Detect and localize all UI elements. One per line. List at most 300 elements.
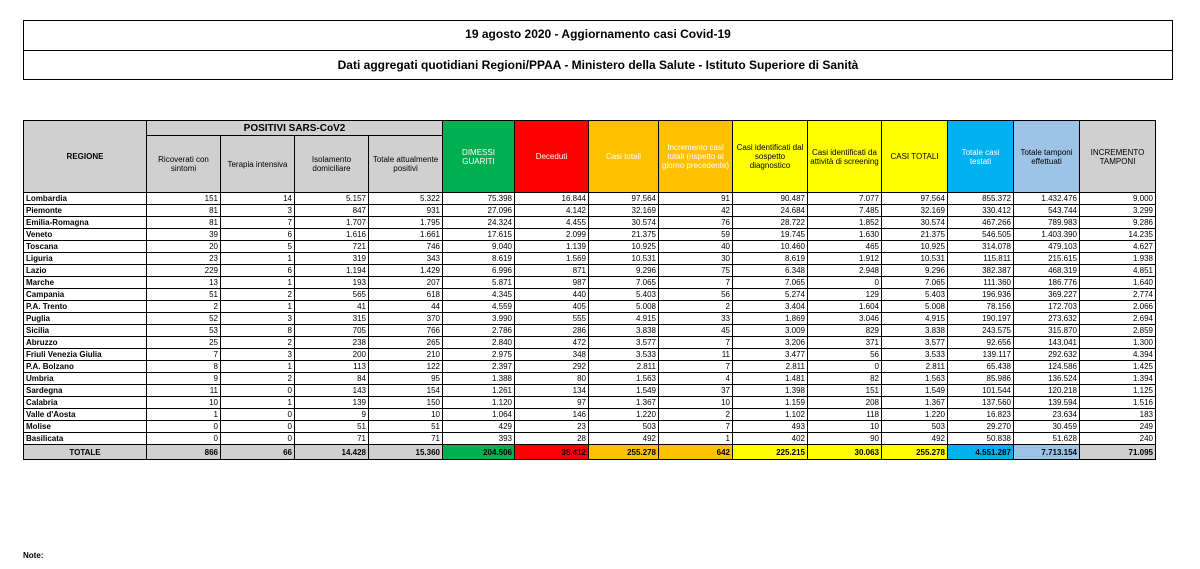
- table-cell: 1.220: [882, 409, 948, 421]
- table-cell: 492: [589, 433, 659, 445]
- table-cell: 3.299: [1080, 205, 1156, 217]
- table-cell: 5.322: [369, 193, 443, 205]
- table-cell: 4: [659, 373, 733, 385]
- table-cell: 1.630: [808, 229, 882, 241]
- table-cell: 2.859: [1080, 325, 1156, 337]
- covid-data-table: [23, 120, 1156, 460]
- table-cell: 1.425: [1080, 361, 1156, 373]
- table-cell: 151: [808, 385, 882, 397]
- table-cell: 85.986: [948, 373, 1014, 385]
- region-name: Puglia: [24, 313, 147, 325]
- table-cell: 8: [221, 325, 295, 337]
- table-cell: 255.278: [589, 445, 659, 460]
- table-cell: 319: [295, 253, 369, 265]
- table-cell: 27.096: [443, 205, 515, 217]
- table-cell: 405: [515, 301, 589, 313]
- table-cell: 2.786: [443, 325, 515, 337]
- total-row: [24, 445, 1156, 460]
- table-cell: 255.278: [882, 445, 948, 460]
- table-cell: 1.707: [295, 217, 369, 229]
- table-cell: 10.531: [882, 253, 948, 265]
- table-cell: 2.948: [808, 265, 882, 277]
- table-cell: 4.455: [515, 217, 589, 229]
- table-cell: 41: [295, 301, 369, 313]
- table-cell: 3.404: [733, 301, 808, 313]
- table-cell: 3.577: [589, 337, 659, 349]
- table-cell: 2.066: [1080, 301, 1156, 313]
- table-cell: 1.194: [295, 265, 369, 277]
- table-cell: 81: [147, 217, 221, 229]
- table-cell: 440: [515, 289, 589, 301]
- table-cell: 32.169: [882, 205, 948, 217]
- table-cell: 370: [369, 313, 443, 325]
- table-cell: 2.840: [443, 337, 515, 349]
- table-cell: 1.481: [733, 373, 808, 385]
- table-cell: 467.266: [948, 217, 1014, 229]
- table-cell: 10.925: [882, 241, 948, 253]
- table-row: [24, 397, 1156, 409]
- table-cell: 330.412: [948, 205, 1014, 217]
- table-cell: 14.428: [295, 445, 369, 460]
- table-cell: 137.560: [948, 397, 1014, 409]
- table-cell: 493: [733, 421, 808, 433]
- table-row: [24, 265, 1156, 277]
- table-cell: 1.125: [1080, 385, 1156, 397]
- table-cell: 1.398: [733, 385, 808, 397]
- col-header-sospetto-diagnostico: Casi identificati dal sospetto diagnostico: [733, 121, 808, 193]
- table-cell: 1.616: [295, 229, 369, 241]
- table-cell: 7.065: [882, 277, 948, 289]
- table-cell: 59: [659, 229, 733, 241]
- table-cell: 7.065: [733, 277, 808, 289]
- col-header-terapia-intensiva: Terapia intensiva: [221, 136, 295, 193]
- table-cell: 172.703: [1014, 301, 1080, 313]
- region-name: Valle d'Aosta: [24, 409, 147, 421]
- table-cell: 1.640: [1080, 277, 1156, 289]
- table-cell: 2.975: [443, 349, 515, 361]
- table-cell: 465: [808, 241, 882, 253]
- table-cell: 23: [147, 253, 221, 265]
- col-header-incremento-casi: Incremento casi totali (rispetto al giorno precedente): [659, 121, 733, 193]
- table-cell: 1: [659, 433, 733, 445]
- region-name: Lombardia: [24, 193, 147, 205]
- table-cell: 25: [147, 337, 221, 349]
- table-cell: 51.628: [1014, 433, 1080, 445]
- table-cell: 183: [1080, 409, 1156, 421]
- region-name: Sicilia: [24, 325, 147, 337]
- table-row: [24, 277, 1156, 289]
- table-cell: 23.634: [1014, 409, 1080, 421]
- table-cell: 1.403.390: [1014, 229, 1080, 241]
- table-cell: 286: [515, 325, 589, 337]
- region-name: Lazio: [24, 265, 147, 277]
- table-cell: 555: [515, 313, 589, 325]
- table-cell: 97: [515, 397, 589, 409]
- table-cell: 2.811: [882, 361, 948, 373]
- table-cell: 1.869: [733, 313, 808, 325]
- table-cell: 10.460: [733, 241, 808, 253]
- region-name: Calabria: [24, 397, 147, 409]
- table-cell: 150: [369, 397, 443, 409]
- table-row: [24, 205, 1156, 217]
- table-cell: 479.103: [1014, 241, 1080, 253]
- table-row: [24, 373, 1156, 385]
- table-cell: 190.197: [948, 313, 1014, 325]
- region-name: Marche: [24, 277, 147, 289]
- table-cell: 3.206: [733, 337, 808, 349]
- table-cell: 30.459: [1014, 421, 1080, 433]
- col-header-dimessi: DIMESSI GUARITI: [443, 121, 515, 193]
- table-cell: 642: [659, 445, 733, 460]
- table-cell: 7: [659, 337, 733, 349]
- table-cell: 50.838: [948, 433, 1014, 445]
- region-name: Abruzzo: [24, 337, 147, 349]
- table-cell: 75.398: [443, 193, 515, 205]
- table-cell: 20: [147, 241, 221, 253]
- table-cell: 1: [147, 409, 221, 421]
- note-label: Note:: [23, 551, 44, 560]
- table-cell: 196.936: [948, 289, 1014, 301]
- table-cell: 0: [808, 277, 882, 289]
- table-cell: 2.811: [733, 361, 808, 373]
- table-cell: 90.487: [733, 193, 808, 205]
- table-cell: 120.218: [1014, 385, 1080, 397]
- table-cell: 139: [295, 397, 369, 409]
- table-row: [24, 409, 1156, 421]
- table-cell: 52: [147, 313, 221, 325]
- table-cell: 5: [221, 241, 295, 253]
- table-cell: 7: [221, 217, 295, 229]
- table-cell: 5.274: [733, 289, 808, 301]
- table-cell: 210: [369, 349, 443, 361]
- table-cell: 1.139: [515, 241, 589, 253]
- table-cell: 66: [221, 445, 295, 460]
- table-cell: 1.388: [443, 373, 515, 385]
- table-cell: 39: [147, 229, 221, 241]
- table-cell: 315.870: [1014, 325, 1080, 337]
- table-cell: 82: [808, 373, 882, 385]
- table-cell: 1.159: [733, 397, 808, 409]
- region-name: Toscana: [24, 241, 147, 253]
- table-cell: 1.300: [1080, 337, 1156, 349]
- table-cell: 4.345: [443, 289, 515, 301]
- table-cell: 2: [659, 301, 733, 313]
- col-header-tamponi: Totale tamponi effettuati: [1014, 121, 1080, 193]
- table-cell: 14: [221, 193, 295, 205]
- table-cell: 91: [659, 193, 733, 205]
- table-cell: 7.065: [589, 277, 659, 289]
- table-row: [24, 421, 1156, 433]
- table-cell: 348: [515, 349, 589, 361]
- table-cell: 238: [295, 337, 369, 349]
- table-cell: 129: [808, 289, 882, 301]
- table-cell: 10.531: [589, 253, 659, 265]
- table-cell: 3.533: [882, 349, 948, 361]
- table-cell: 10: [659, 397, 733, 409]
- table-cell: 21.375: [589, 229, 659, 241]
- table-cell: 9: [295, 409, 369, 421]
- table-row: [24, 229, 1156, 241]
- table-cell: 11: [147, 385, 221, 397]
- table-row: [24, 289, 1156, 301]
- table-cell: 371: [808, 337, 882, 349]
- region-name: Friuli Venezia Giulia: [24, 349, 147, 361]
- region-header: REGIONE: [24, 121, 147, 193]
- table-cell: 1.852: [808, 217, 882, 229]
- table-row: [24, 217, 1156, 229]
- table-cell: 1.563: [882, 373, 948, 385]
- table-cell: 8.619: [733, 253, 808, 265]
- table-cell: 0: [221, 421, 295, 433]
- table-cell: 249: [1080, 421, 1156, 433]
- table-cell: 15.360: [369, 445, 443, 460]
- table-cell: 987: [515, 277, 589, 289]
- table-cell: 382.387: [948, 265, 1014, 277]
- table-cell: 393: [443, 433, 515, 445]
- table-cell: 4.142: [515, 205, 589, 217]
- table-cell: 265: [369, 337, 443, 349]
- table-cell: 931: [369, 205, 443, 217]
- region-name: Umbria: [24, 373, 147, 385]
- table-cell: 30.574: [882, 217, 948, 229]
- region-name: Emilia-Romagna: [24, 217, 147, 229]
- table-cell: 37: [659, 385, 733, 397]
- table-cell: 3.990: [443, 313, 515, 325]
- table-cell: 200: [295, 349, 369, 361]
- report-title: 19 agosto 2020 - Aggiornamento casi Covid-19: [465, 27, 731, 41]
- table-cell: 51: [147, 289, 221, 301]
- table-cell: 243.575: [948, 325, 1014, 337]
- table-cell: 3.838: [882, 325, 948, 337]
- table-cell: 1.604: [808, 301, 882, 313]
- table-cell: 124.586: [1014, 361, 1080, 373]
- table-cell: 71: [369, 433, 443, 445]
- table-cell: 5.008: [882, 301, 948, 313]
- table-cell: 2: [221, 289, 295, 301]
- table-cell: 6.348: [733, 265, 808, 277]
- col-header-isolamento: Isolamento domiciliare: [295, 136, 369, 193]
- col-header-casi-testati: Totale casi testati: [948, 121, 1014, 193]
- table-cell: 2.774: [1080, 289, 1156, 301]
- table-cell: 1.394: [1080, 373, 1156, 385]
- table-cell: 7.485: [808, 205, 882, 217]
- table-cell: 1.367: [882, 397, 948, 409]
- table-cell: 1: [221, 361, 295, 373]
- table-cell: 369.227: [1014, 289, 1080, 301]
- table-cell: 240: [1080, 433, 1156, 445]
- region-name: P.A. Trento: [24, 301, 147, 313]
- table-cell: 4.915: [882, 313, 948, 325]
- table-body: [24, 193, 1156, 460]
- table-cell: 3: [221, 205, 295, 217]
- table-cell: 1.938: [1080, 253, 1156, 265]
- table-cell: 1: [221, 277, 295, 289]
- table-cell: 3.046: [808, 313, 882, 325]
- region-name: Campania: [24, 289, 147, 301]
- table-cell: 40: [659, 241, 733, 253]
- table-cell: 19.745: [733, 229, 808, 241]
- table-cell: 789.983: [1014, 217, 1080, 229]
- title-divider: [24, 50, 1172, 51]
- table-cell: 5.403: [882, 289, 948, 301]
- region-name: Molise: [24, 421, 147, 433]
- table-cell: 11: [659, 349, 733, 361]
- table-cell: 143.041: [1014, 337, 1080, 349]
- table-cell: 3.477: [733, 349, 808, 361]
- col-header-casi-totali-2: CASI TOTALI: [882, 121, 948, 193]
- table-cell: 1.102: [733, 409, 808, 421]
- table-cell: 5.403: [589, 289, 659, 301]
- table-cell: 24.684: [733, 205, 808, 217]
- table-cell: 5.871: [443, 277, 515, 289]
- col-header-screening: Casi identificati da attività di screening: [808, 121, 882, 193]
- table-cell: 139.117: [948, 349, 1014, 361]
- table-cell: 429: [443, 421, 515, 433]
- table-cell: 95: [369, 373, 443, 385]
- table-row: [24, 253, 1156, 265]
- table-cell: 23: [515, 421, 589, 433]
- table-cell: 111.360: [948, 277, 1014, 289]
- table-cell: 4.915: [589, 313, 659, 325]
- table-cell: 292.632: [1014, 349, 1080, 361]
- table-cell: 154: [369, 385, 443, 397]
- table-cell: 17.615: [443, 229, 515, 241]
- table-cell: 32.169: [589, 205, 659, 217]
- table-cell: 122: [369, 361, 443, 373]
- region-name: Liguria: [24, 253, 147, 265]
- table-cell: 51: [369, 421, 443, 433]
- table-cell: 35.412: [515, 445, 589, 460]
- table-cell: 16.844: [515, 193, 589, 205]
- table-row: [24, 337, 1156, 349]
- table-row: [24, 385, 1156, 397]
- table-cell: 136.524: [1014, 373, 1080, 385]
- table-cell: 113: [295, 361, 369, 373]
- table-cell: 2: [221, 373, 295, 385]
- table-cell: 97.564: [589, 193, 659, 205]
- table-cell: 0: [147, 433, 221, 445]
- table-cell: 8.619: [443, 253, 515, 265]
- table-cell: 5.008: [589, 301, 659, 313]
- table-row: [24, 193, 1156, 205]
- table-cell: 29.270: [948, 421, 1014, 433]
- table-cell: 3.533: [589, 349, 659, 361]
- table-cell: 9.286: [1080, 217, 1156, 229]
- table-cell: 565: [295, 289, 369, 301]
- table-cell: 4.394: [1080, 349, 1156, 361]
- table-cell: 53: [147, 325, 221, 337]
- total-label: TOTALE: [24, 445, 147, 460]
- table-cell: 829: [808, 325, 882, 337]
- table-cell: 7: [659, 361, 733, 373]
- table-cell: 146: [515, 409, 589, 421]
- table-row: [24, 241, 1156, 253]
- table-cell: 402: [733, 433, 808, 445]
- table-cell: 7: [659, 277, 733, 289]
- table-cell: 92.656: [948, 337, 1014, 349]
- table-row: [24, 301, 1156, 313]
- table-cell: 6: [221, 229, 295, 241]
- table-cell: 208: [808, 397, 882, 409]
- table-cell: 10: [147, 397, 221, 409]
- table-cell: 71.095: [1080, 445, 1156, 460]
- table-cell: 1.220: [589, 409, 659, 421]
- table-cell: 1: [221, 253, 295, 265]
- table-cell: 3: [221, 313, 295, 325]
- table-cell: 33: [659, 313, 733, 325]
- table-cell: 5.157: [295, 193, 369, 205]
- table-cell: 9.000: [1080, 193, 1156, 205]
- table-cell: 1.912: [808, 253, 882, 265]
- table-cell: 71: [295, 433, 369, 445]
- table-cell: 10: [808, 421, 882, 433]
- table-row: [24, 313, 1156, 325]
- table-cell: 866: [147, 445, 221, 460]
- table-cell: 78.156: [948, 301, 1014, 313]
- table-cell: 1.120: [443, 397, 515, 409]
- table-cell: 44: [369, 301, 443, 313]
- col-header-casi-totali: Casi totali: [589, 121, 659, 193]
- table-cell: 503: [882, 421, 948, 433]
- table-cell: 292: [515, 361, 589, 373]
- table-cell: 45: [659, 325, 733, 337]
- table-cell: 492: [882, 433, 948, 445]
- col-header-deceduti: Deceduti: [515, 121, 589, 193]
- table-cell: 472: [515, 337, 589, 349]
- table-cell: 3: [221, 349, 295, 361]
- table-cell: 9.040: [443, 241, 515, 253]
- table-cell: 204.506: [443, 445, 515, 460]
- table-cell: 1.432.476: [1014, 193, 1080, 205]
- table-cell: 16.823: [948, 409, 1014, 421]
- table-cell: 30.574: [589, 217, 659, 229]
- col-header-ricoverati: Ricoverati con sintomi: [147, 136, 221, 193]
- table-cell: 6.996: [443, 265, 515, 277]
- table-cell: 65.438: [948, 361, 1014, 373]
- table-cell: 7: [659, 421, 733, 433]
- table-cell: 151: [147, 193, 221, 205]
- table-cell: 2: [221, 337, 295, 349]
- table-cell: 225.215: [733, 445, 808, 460]
- region-name: Piemonte: [24, 205, 147, 217]
- table-cell: 80: [515, 373, 589, 385]
- table-cell: 468.319: [1014, 265, 1080, 277]
- table-cell: 229: [147, 265, 221, 277]
- table-cell: 30.063: [808, 445, 882, 460]
- table-cell: 215.615: [1014, 253, 1080, 265]
- table-cell: 56: [659, 289, 733, 301]
- table-cell: 2.099: [515, 229, 589, 241]
- table-cell: 0: [221, 385, 295, 397]
- table-row: [24, 325, 1156, 337]
- table-cell: 7: [147, 349, 221, 361]
- table-cell: 314.078: [948, 241, 1014, 253]
- table-cell: 1.549: [589, 385, 659, 397]
- table-cell: 273.632: [1014, 313, 1080, 325]
- col-header-attualmente-positivi: Totale attualmente positivi: [369, 136, 443, 193]
- table-cell: 1.516: [1080, 397, 1156, 409]
- table-cell: 3.577: [882, 337, 948, 349]
- table-cell: 705: [295, 325, 369, 337]
- table-cell: 1.795: [369, 217, 443, 229]
- table-cell: 28.722: [733, 217, 808, 229]
- table-cell: 343: [369, 253, 443, 265]
- table-cell: 101.544: [948, 385, 1014, 397]
- table-cell: 7.077: [808, 193, 882, 205]
- table-row: [24, 433, 1156, 445]
- table-cell: 21.375: [882, 229, 948, 241]
- table-cell: 24.324: [443, 217, 515, 229]
